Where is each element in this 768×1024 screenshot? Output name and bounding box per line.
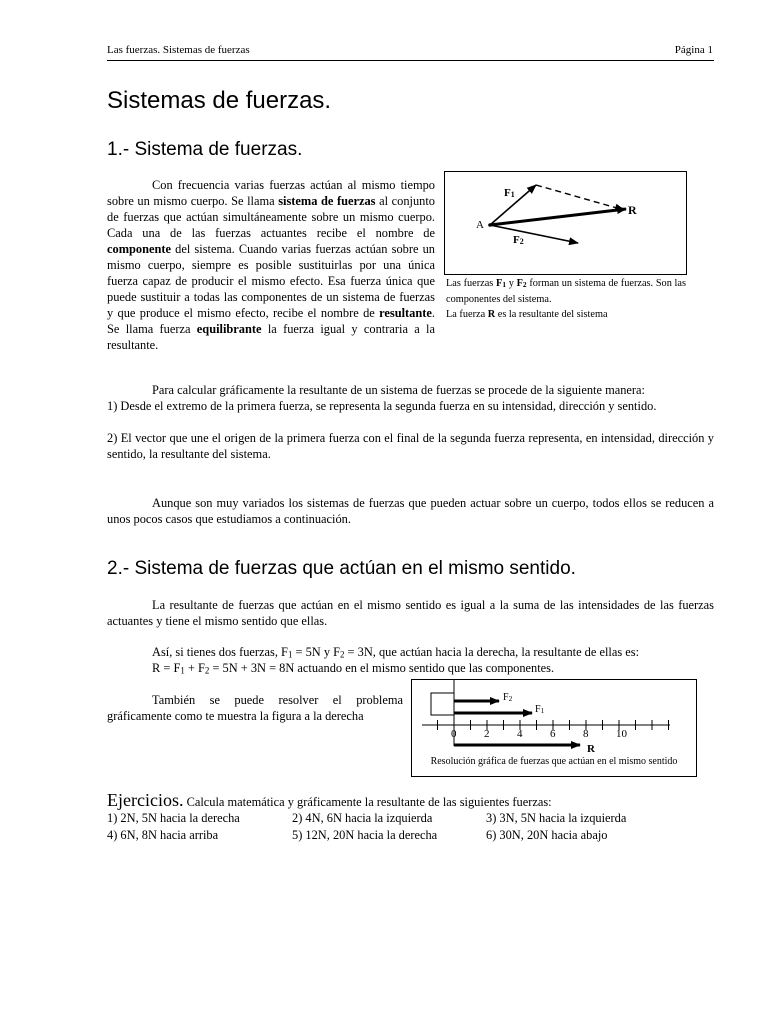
- exercises-heading: [107, 790, 552, 811]
- text: 2: [522, 280, 527, 290]
- f2-label: [513, 234, 524, 246]
- section-1-heading: 1.- Sistema de fuerzas.: [107, 139, 303, 160]
- page-title: Sistemas de fuerzas.: [107, 87, 332, 114]
- f1-label: [535, 704, 544, 715]
- text: 2: [508, 695, 513, 704]
- term-sistema-de-fuerzas: sistema de fuerzas: [278, 194, 376, 208]
- text: Con frecuencia varias fuerzas actúan al mismo tiempo sobre un mismo cuerpo. Se llama: [107, 178, 435, 208]
- f2-label: [503, 692, 512, 703]
- section-2-heading: 2.- Sistema de fuerzas que actúan en el mismo sentido.: [107, 558, 576, 579]
- text: . Se llama fuerza: [107, 306, 435, 336]
- tick-label: 4: [517, 728, 523, 740]
- force-f2-arrow: [490, 225, 578, 243]
- text: 2: [519, 237, 524, 247]
- exercises-title: Ejercicios.: [107, 790, 184, 810]
- text: F: [504, 187, 511, 199]
- running-header-title: Las fuerzas. Sistemas de fuerzas: [107, 44, 250, 56]
- r-label: R: [587, 743, 595, 755]
- method-step-2: 2) El vector que une el origen de la primera fuerza con el final de la segunda fuerza representa, en intensidad, dirección y sentido, la resultante del sistema.: [107, 431, 714, 461]
- f1-label: [504, 187, 515, 199]
- exercise-item: 6) 30N, 20N hacia abajo: [486, 828, 608, 842]
- resultant-r-arrow: [490, 209, 626, 225]
- method-intro: Para calcular gráficamente la resultante de un sistema de fuerzas se procede de la siguiente manera:: [152, 383, 645, 397]
- text: + F: [184, 661, 205, 675]
- exercise-item: 4) 6N, 8N hacia arriba: [107, 828, 219, 842]
- text: 2: [204, 665, 210, 676]
- exercise-item: 3) 3N, 5N hacia la izquierda: [486, 811, 627, 825]
- text: = 3N, que actúan hacia la derecha, la resultante de ellas es:: [344, 645, 640, 659]
- same-direction-figure: [411, 679, 697, 777]
- exercises-intro: Calcula matemática y gráficamente la resultante de las siguientes fuerzas:: [183, 795, 552, 809]
- text: 1: [502, 280, 507, 290]
- text: al conjunto de fuerzas que actúan simultáneamente sobre un mismo cuerpo. Cada una de las fuerzas actuantes recibe el nombre de: [107, 194, 435, 240]
- text: = 5N y F: [292, 645, 340, 659]
- text: es la resultante del sistema: [495, 309, 608, 321]
- text: forman un sistema de fuerzas. Son las componentes del sistema.: [446, 278, 686, 306]
- point-a: [488, 223, 492, 227]
- text: y: [506, 278, 517, 289]
- force-system-caption: [446, 276, 686, 322]
- text: la fuerza igual y contraria a la resultante.: [107, 322, 436, 352]
- tick-label: 8: [583, 728, 589, 740]
- exercise-item: 5) 12N, 20N hacia la derecha: [292, 828, 438, 842]
- text: F: [513, 234, 520, 246]
- text: F: [516, 278, 523, 289]
- exercise-item: 1) 2N, 5N hacia la derecha: [107, 811, 240, 825]
- force-cases-paragraph: Aunque son muy variados los sistemas de fuerzas que pueden actuar sobre un cuerpo, todos ellos se reducen a unos pocos casos que estudiamos a continuación.: [107, 496, 714, 526]
- text: F: [496, 278, 503, 289]
- section-2-paragraph: La resultante de fuerzas que actúan en el mismo sentido es igual a la suma de las intensidades de las fuerzas actuantes y tiene el mismo sentido que ellas.: [107, 598, 714, 628]
- text: 1: [540, 707, 545, 716]
- tick-label: 10: [616, 728, 627, 740]
- text: F: [535, 704, 541, 715]
- a-label: A: [476, 219, 484, 231]
- section-1-paragraph: [107, 177, 435, 353]
- text: 1: [510, 190, 515, 200]
- tick-label: 0: [451, 728, 457, 740]
- text: del sistema. Cuando varias fuerzas actúan sobre un mismo cuerpo, siempre es posible sustituirlas por una única fuerza capaz de producir el mismo efecto. Esa fuerza única que puede sustituir a todas las componentes de un sistema de fuerzas y que produce el mismo efecto, recibe el nombre de: [107, 242, 435, 320]
- tick-label: 2: [484, 728, 490, 740]
- text: La fuerza: [446, 309, 488, 321]
- body-box: [431, 693, 454, 715]
- text: R = F: [152, 661, 181, 675]
- term-resultante: resultante: [379, 306, 432, 320]
- text: Así, si tienes dos fuerzas, F: [152, 645, 288, 659]
- f2-translated-dashed-arrow: [536, 185, 624, 210]
- exercise-item: 2) 4N, 6N hacia la izquierda: [292, 811, 433, 825]
- text: Las fuerzas: [446, 278, 497, 289]
- page-number: Página 1: [674, 44, 713, 56]
- term-componente: componente: [107, 242, 172, 256]
- example-result: [152, 660, 554, 678]
- force-system-figure: [444, 171, 687, 275]
- text: 2: [340, 649, 345, 660]
- text: F: [503, 692, 509, 703]
- term-equilibrante: equilibrante: [196, 322, 262, 336]
- method-step-1: 1) Desde el extremo de la primera fuerza, se representa la segunda fuerza en su intensidad, dirección y sentido.: [107, 399, 657, 413]
- same-direction-caption: Resolución gráfica de fuerzas que actúan en el mismo sentido: [430, 756, 678, 767]
- text: R: [487, 309, 496, 321]
- r-label: R: [628, 203, 637, 217]
- text: 1: [180, 665, 185, 676]
- text: 1: [287, 649, 293, 660]
- graphical-method-text: También se puede resolver el problema gráficamente como te muestra la figura a la derecha: [107, 693, 403, 723]
- header-rule: [107, 60, 714, 61]
- scale-tick-labels: [412, 728, 696, 742]
- text: = 5N + 3N = 8N actuando en el mismo sentido que las componentes.: [209, 661, 555, 675]
- tick-label: 6: [550, 728, 556, 740]
